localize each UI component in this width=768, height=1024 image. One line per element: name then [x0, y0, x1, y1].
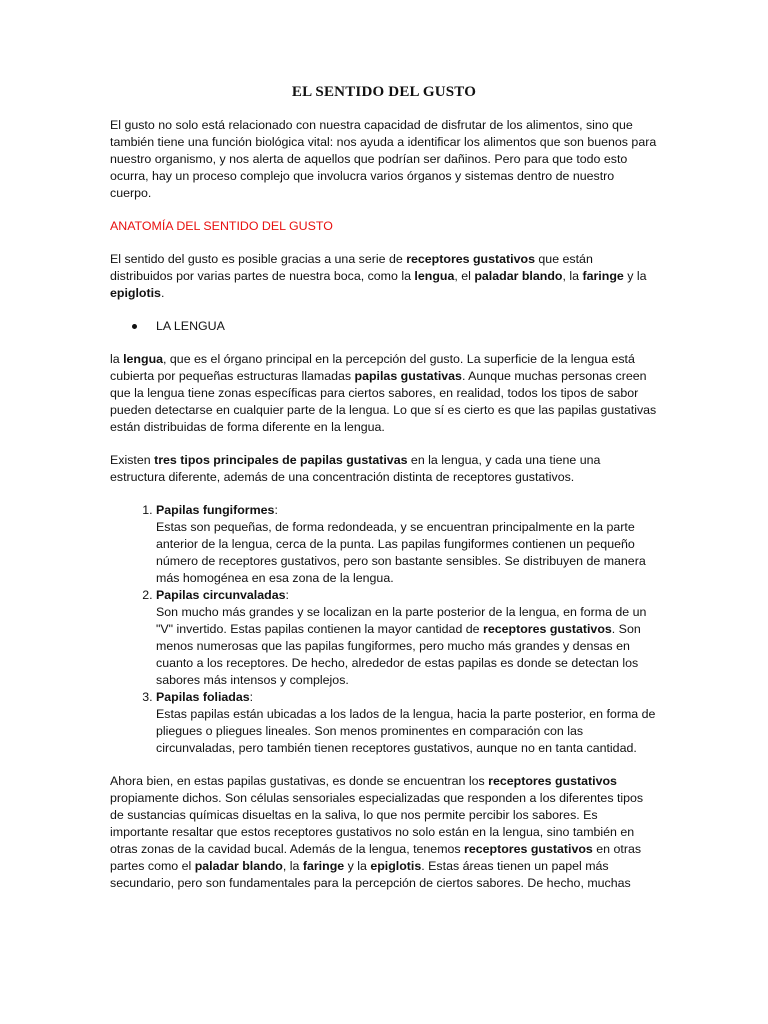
text-run: la: [110, 352, 124, 366]
text-run: . Estas áreas tienen un papel más secundario, pero son fundamentales para la percepción de ciertos sabores. De hecho, muchas: [110, 859, 631, 890]
text-run: , el: [454, 269, 475, 283]
list-item-title: Papilas fungiformes: [156, 503, 275, 517]
bold-run: epiglotis: [370, 859, 422, 873]
bold-run: faringe: [302, 859, 345, 873]
section-heading: ANATOMÍA DEL SENTIDO DEL GUSTO: [110, 219, 333, 233]
list-item-text: . Son menos numerosas que las papilas fungiformes, pero mucho más grandes y densas en cuanto a los receptores. De hecho, alrededor de estas papilas es donde se detectan los sabores más intensos y complejos.: [156, 622, 641, 687]
papilas-list: [110, 502, 658, 757]
text-run: en otras partes como el: [110, 842, 642, 873]
lengua-paragraph: [110, 351, 658, 436]
document-title: EL SENTIDO DEL GUSTO: [291, 84, 477, 100]
list-item-title: Papilas circunvaladas: [156, 588, 286, 602]
text-run: que están distribuidos por varias partes de nuestra boca, como la: [110, 252, 593, 283]
intro-paragraph: El gusto no solo está relacionado con nuestra capacidad de disfrutar de los alimentos, sino que también tiene una función biológica vital: nos ayuda a identificar los alimentos que son buenos para nuestro organismo, y nos alerta de aquellos que podrían ser dañinos. Pero para que todo esto ocurra, hay un proceso complejo que involucra varios órganos y sistemas dentro de nuestro cuerpo.: [110, 118, 657, 200]
text-run: .: [160, 286, 165, 300]
text-run: y la: [623, 269, 647, 283]
bold-run: paladar blando: [194, 859, 283, 873]
final-paragraph: [110, 773, 658, 892]
list-item-colon: :: [274, 503, 278, 517]
list-item-text: Son mucho más grandes y se localizan en la parte posterior de la lengua, en forma de un "V" invertido. Estas papilas contienen la mayor cantidad de: [156, 605, 647, 636]
text-run: . Aunque muchas personas creen que la lengua tiene zonas específicas para ciertos sabores, en realidad, todos los tipos de sabor pueden detectarse en cualquier parte de la lengua. Lo que sí es cierto es que las papilas gustativas están distribuidas de forma diferente en la lengua.: [110, 369, 657, 434]
tipos-paragraph: [110, 452, 658, 486]
text-run: , la: [562, 269, 583, 283]
list-item-colon: :: [249, 690, 254, 704]
bold-run: tres tipos principales de papilas gustativas: [154, 453, 408, 467]
bold-run: paladar blando: [474, 269, 563, 283]
text-run: Existen: [110, 453, 155, 467]
bullet-item-la-lengua: [110, 318, 658, 335]
list-item: [156, 587, 658, 689]
bold-run: epiglotis: [110, 286, 161, 300]
bold-run: receptores gustativos: [488, 774, 617, 788]
bold-run: lengua: [123, 352, 164, 366]
text-run: , la: [282, 859, 303, 873]
list-item-text: Estas son pequeñas, de forma redondeada, y se encuentran principalmente en la parte anterior de la lengua, cerca de la punta. Las papilas fungiformes contienen un pequeño número de receptores gustativos, pero son bastante sensibles. Se distribuyen de manera más homogénea en esa zona de la lengua.: [156, 520, 646, 585]
list-item-colon: :: [285, 588, 289, 602]
text-run: propiamente dichos. Son células sensoriales especializadas que responden a los diferentes tipos de sustancias químicas disueltas en la saliva, lo que nos permite percibir los sabores. Es importante resaltar que estos receptores gustativos no solo están en la lengua, sino también en otras zonas de la cavidad bucal. Además de la lengua, tenemos: [110, 791, 644, 856]
bullet-label: LA LENGUA: [156, 319, 225, 333]
bold-run: lengua: [414, 269, 455, 283]
text-run: Ahora bien, en estas papilas gustativas, es donde se encuentran los: [110, 774, 489, 788]
list-item-text: Estas papilas están ubicadas a los lados de la lengua, hacia la parte posterior, en forma de pliegues o pliegues lineales. Son menos prominentes en comparación con las circunvaladas, pero también tienen receptores gustativos, aunque no en tanta cantidad.: [156, 707, 656, 755]
text-run: y la: [344, 859, 371, 873]
bullet-dot-icon: [132, 324, 137, 329]
list-item: [156, 502, 658, 587]
bold-run: receptores gustativos: [406, 252, 535, 266]
bold-run: papilas gustativas: [354, 369, 462, 383]
text-run: , que es el órgano principal en la percepción del gusto. La superficie de la lengua está cubierta por pequeñas estructuras llamadas: [110, 352, 635, 383]
list-item: [156, 689, 658, 757]
bold-run: receptores gustativos: [464, 842, 593, 856]
text-run: El sentido del gusto es posible gracias a una serie de: [110, 252, 407, 266]
list-item-title: Papilas foliadas: [156, 690, 250, 704]
bold-run: receptores gustativos: [483, 622, 612, 636]
anatomy-paragraph: [110, 251, 658, 302]
text-run: en la lengua, y cada una tiene una estructura diferente, además de una concentración distinta de receptores gustativos.: [110, 453, 601, 484]
bold-run: faringe: [582, 269, 624, 283]
